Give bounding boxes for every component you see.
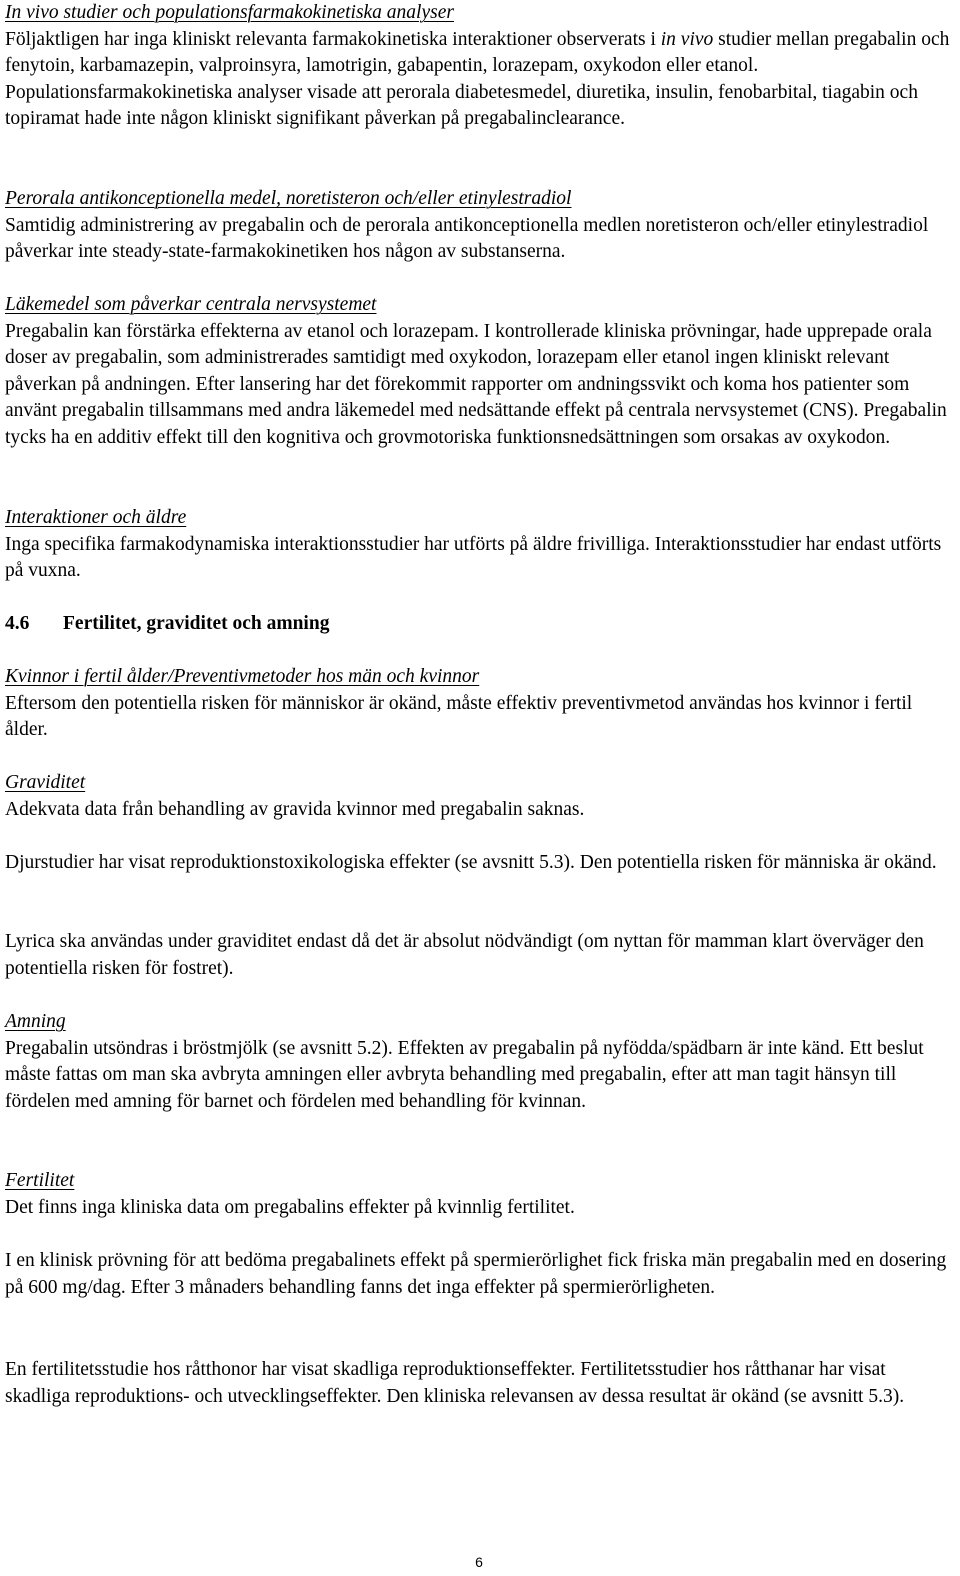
women-paragraph: Eftersom den potentiella risken för människor är okänd, måste effektiv preventivmetod användas hos kvinnor i fertil ålder. [5,692,913,741]
invivo-heading: In vivo studier och populationsfarmakokinetiska analyser [5,2,454,23]
breastfeeding-paragraph: Pregabalin utsöndras i bröstmjölk (se avsnitt 5.2). Effekten av pregabalin på nyfödda/spädbarn är inte känd. Ett beslut måste fattas om man ska avbryta amningen eller avbryta behandling med pregabalin, efter att man tagit hänsyn till fördelen med amning för barnet och fördelen med behandling för kvinnan. [5,1037,924,1112]
fertility-paragraph-3: En fertilitetsstudie hos råtthonor har visat skadliga reproduktionseffekter. Fertilitetsstudier hos råtthanar har visat skadliga reproduktions- och utvecklingseffekter. Den kliniska relevansen av dessa resultat är okänd (se avsnitt 5.3). [5,1359,905,1407]
section-number: 4.6 [5,613,30,634]
breastfeeding-heading: Amning [5,1011,66,1032]
women-heading: Kvinnor i fertil ålder/Preventivmetoder hos män och kvinnor [5,666,480,687]
cns-paragraph: Pregabalin kan förstärka effekterna av etanol och lorazepam. I kontrollerade kliniska prövningar, hade upprepade orala doser av pregabalin, som administrerades samtidigt med oxykodon, lorazepam eller etanol ingen kliniskt relevant påverkan på andningen. Efter lansering har det förekommit rapporter om andningssvikt och koma hos patienter som använt pregabalin tillsammans med andra läkemedel med nedsättande effekt på centrala nervsystemet (CNS). Pregabalin tycks ha en additiv effekt till den kognitiva och grovmotoriska funktionsnedsättningen som orsakas av oxykodon. [5,320,947,448]
pregnancy-paragraph-3: Lyrica ska användas under graviditet endast då det är absolut nödvändigt (om nyttan för mamman klart överväger den potentiella risken för fostret). [5,931,924,979]
invivo-text-b: studier mellan pregabalin och fenytoin, karbamazepin, valproinsyra, lamotrigin, gabapentin, lorazepam, oxykodon eller etanol. Populationsfarmakokinetiska analyser visade att perorala diabetesmedel, diuretika, insulin, fenobarbital, tiagabin och topiramat hade inte någon kliniskt signifikant påverkan på pregabalinclearance. [5,28,950,130]
pregnancy-paragraph-1: Adekvata data från behandling av gravida kvinnor med pregabalin saknas. [5,798,585,820]
fertility-paragraph-1: Det finns inga kliniska data om pregabalins effekter på kvinnlig fertilitet. [5,1196,575,1218]
pregnancy-section [5,770,953,823]
fertility-heading: Fertilitet [5,1170,75,1191]
page-number: 6 [475,1554,483,1570]
contraceptive-section [5,186,953,266]
invivo-text-italic: in vivo [660,28,714,50]
elderly-section [5,505,953,585]
pregnancy-heading: Graviditet [5,772,86,793]
fertility-paragraph-2: I en klinisk prövning för att bedöma pregabalinets effekt på spermierörlighet fick friska män pregabalin med en dosering på 600 mg/dag. Efter 3 månaders behandling fanns det inga effekter på spermierörligheten. [5,1250,947,1298]
contraceptive-heading: Perorala antikonceptionella medel, noretisteron och/eller etinylestradiol [5,188,572,209]
cns-heading: Läkemedel som påverkar centrala nervsystemet [5,294,377,315]
elderly-heading: Interaktioner och äldre [5,507,187,528]
section-title: Fertilitet, graviditet och amning [63,613,330,634]
breastfeeding-section [5,1009,953,1115]
elderly-paragraph: Inga specifika farmakodynamiska interaktionsstudier har utförts på äldre frivilliga. Interaktionsstudier har endast utförts på vuxna. [5,533,942,582]
invivo-section [5,0,953,133]
invivo-paragraph [5,27,953,133]
women-section [5,664,953,744]
contraceptive-paragraph: Samtidig administrering av pregabalin och de perorala antikonceptionella medlen noretisteron och/eller etinylestradiol påverkar inte steady-state-farmakokinetiken hos någon av substanserna. [5,214,929,263]
invivo-text-a: Följaktligen har inga kliniskt relevanta farmakokinetiska interaktioner observerats i [5,28,661,50]
section-4-6-heading [5,611,953,638]
cns-section [5,292,953,452]
fertility-section [5,1168,953,1221]
pregnancy-paragraph-2: Djurstudier har visat reproduktionstoxikologiska effekter (se avsnitt 5.3). Den potentiella risken för människa är okänd. [5,852,937,873]
